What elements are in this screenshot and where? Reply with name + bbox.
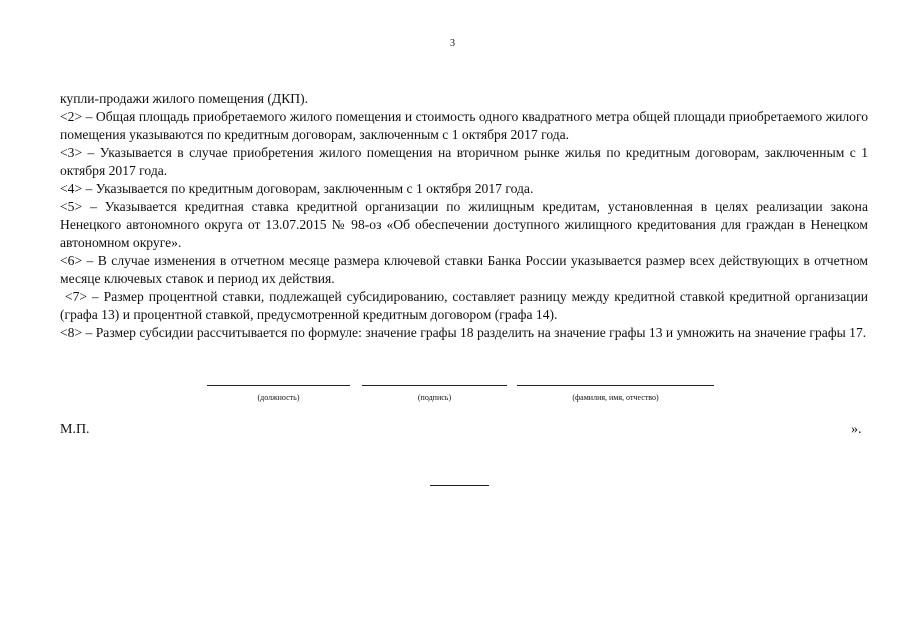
footnote-3: <3> – Указывается в случае приобретения жилого помещения на вторичном рынке жилья по кредитным договорам, заключенным с 1 октября 2017 года. xyxy=(60,145,868,178)
full-name-caption: (фамилия, имя, отчество) xyxy=(572,393,659,402)
footnote-6: <6> – В случае изменения в отчетном месяце размера ключевой ставки Банка России указывается размер всех действующих в отчетном месяце ключевых ставок и период их действия. xyxy=(60,253,868,286)
full-name-signature-line xyxy=(517,385,714,386)
end-of-document-rule xyxy=(430,485,489,486)
position-signature-line xyxy=(207,385,350,386)
footnote-5: <5> – Указывается кредитная ставка кредитной организации по жилищным кредитам, установленная в целях реализации закона Ненецкого автономного округа от 13.07.2015 № 98-оз «Об обеспечении доступного жилищного кредитования для граждан в Ненецком автономном округе». xyxy=(60,199,868,250)
footnote-8: <8> – Размер субсидии рассчитывается по формуле: значение графы 18 разделить на значение графы 13 и умножить на значение графы 17. xyxy=(60,325,867,340)
signature-caption: (подпись) xyxy=(417,393,452,402)
paragraph-dkp-continuation: купли-продажи жилого помещения (ДКП). xyxy=(60,91,308,106)
page-number: 3 xyxy=(450,38,455,49)
signature-line xyxy=(362,385,507,386)
footnote-4: <4> – Указывается по кредитным договорам, заключенным с 1 октября 2017 года. xyxy=(60,181,534,196)
closing-quote-mark: ». xyxy=(851,422,862,437)
footnote-2: <2> – Общая площадь приобретаемого жилого помещения и стоимость одного квадратного метра общей площади приобретаемого жилого помещения указываются по кредитным договорам, заключенным с 1 октября 2017 года. xyxy=(60,109,868,142)
footnote-7: <7> – Размер процентной ставки, подлежащей субсидированию, составляет разницу между кредитной ставкой кредитной организации (графа 13) и процентной ставкой, предусмотренной кредитным договором (графа 14). xyxy=(60,289,872,322)
footnotes-text xyxy=(60,90,872,342)
stamp-label: М.П. xyxy=(60,422,90,437)
position-caption: (должность) xyxy=(257,393,300,402)
